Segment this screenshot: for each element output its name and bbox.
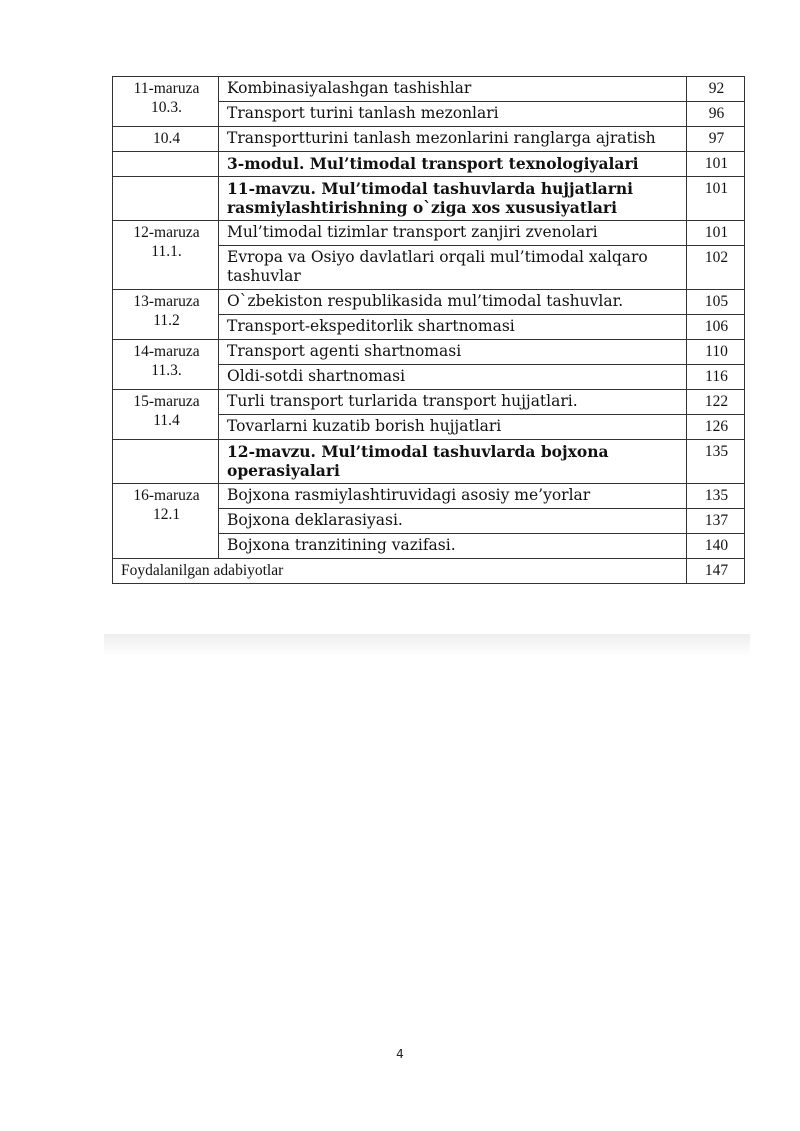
lecture-label [113,440,219,484]
references-title: Foydalanilgan adabiyotlar [113,559,687,584]
table-of-contents [112,76,744,584]
toc-row [113,221,745,246]
section-heading: 12-mavzu. Mul’timodal tashuvlarda bojxona operasiyalari [219,440,687,484]
lecture-label: 14-maruza 11.3. [113,340,219,390]
topic-title: Mul’timodal tizimlar transport zanjiri zvenolari [219,221,687,246]
toc-row [113,177,745,221]
lecture-label [113,177,219,221]
page-ref: 116 [687,365,745,390]
toc-row [113,152,745,177]
page-ref: 97 [687,127,745,152]
toc-table [112,76,745,584]
topic-title: Kombinasiyalashgan tashishlar [219,77,687,102]
page-ref: 137 [687,509,745,534]
topic-title: Turli transport turlarida transport hujjatlari. [219,390,687,415]
lecture-label: 13-maruza 11.2 [113,290,219,340]
toc-row [113,77,745,102]
topic-title: Evropa va Osiyo davlatlari orqali mul’timodal xalqaro tashuvlar [219,246,687,290]
page-ref: 96 [687,102,745,127]
topic-title: Transport agenti shartnomasi [219,340,687,365]
page-ref: 106 [687,315,745,340]
page-ref: 110 [687,340,745,365]
lecture-label: 12-maruza 11.1. [113,221,219,290]
section-heading: 11-mavzu. Mul’timodal tashuvlarda hujjatlarni rasmiylashtirishning o`ziga xos xususiyatlari [219,177,687,221]
page-ref: 126 [687,415,745,440]
toc-row [113,484,745,509]
page-ref: 140 [687,534,745,559]
topic-title: Bojxona rasmiylashtiruvidagi asosiy me’yorlar [219,484,687,509]
topic-title: Transport-ekspeditorlik shartnomasi [219,315,687,340]
page-ref: 101 [687,177,745,221]
topic-title: Tovarlarni kuzatib borish hujjatlari [219,415,687,440]
toc-row [113,127,745,152]
topic-title: O`zbekiston respublikasida mul’timodal tashuvlar. [219,290,687,315]
topic-title: Oldi-sotdi shartnomasi [219,365,687,390]
toc-row [113,290,745,315]
toc-row [113,340,745,365]
topic-title: Bojxona deklarasiyasi. [219,509,687,534]
lecture-label: 10.4 [113,127,219,152]
toc-row [113,390,745,415]
lecture-label: 11-maruza 10.3. [113,77,219,127]
lecture-label: 16-maruza 12.1 [113,484,219,559]
page-ref: 122 [687,390,745,415]
topic-title: Bojxona tranzitining vazifasi. [219,534,687,559]
page-ref: 102 [687,246,745,290]
topic-title: Transportturini tanlash mezonlarini ranglarga ajratish [219,127,687,152]
scan-shadow [104,634,750,656]
page-ref: 105 [687,290,745,315]
lecture-label [113,152,219,177]
topic-title: Transport turini tanlash mezonlari [219,102,687,127]
toc-row [113,440,745,484]
references-row [113,559,745,584]
page-ref: 147 [687,559,745,584]
page-ref: 92 [687,77,745,102]
page-number: 4 [396,1047,404,1061]
page-ref: 135 [687,484,745,509]
lecture-label: 15-maruza 11.4 [113,390,219,440]
section-heading: 3-modul. Mul’timodal transport texnologiyalari [219,152,687,177]
page-ref: 135 [687,440,745,484]
page-ref: 101 [687,221,745,246]
page-ref: 101 [687,152,745,177]
